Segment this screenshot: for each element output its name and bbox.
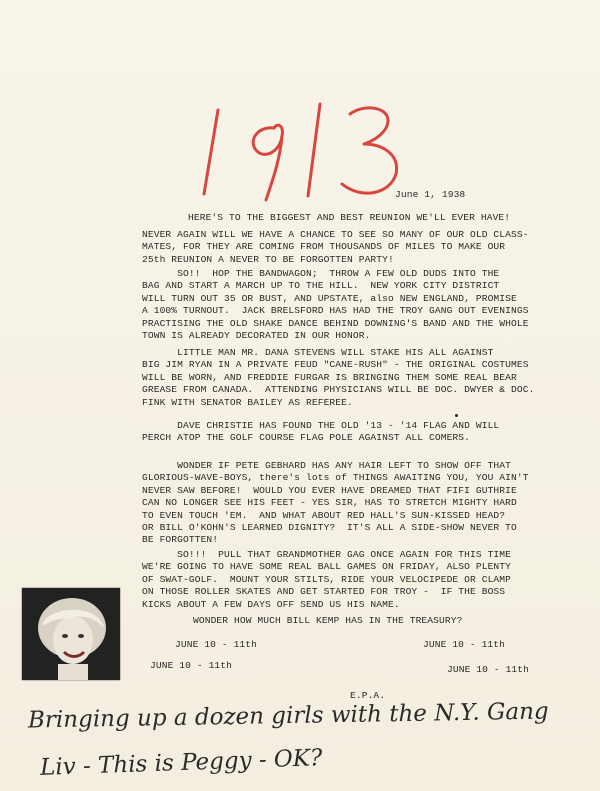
- reunion-date-3: JUNE 10 - 11th: [150, 660, 233, 671]
- handwritten-note-line-1: Bringing up a dozen girls with the N.Y. Gang: [27, 698, 549, 734]
- reunion-date-1: JUNE 10 - 11th: [175, 639, 258, 650]
- letter-date: June 1, 1938: [395, 189, 466, 200]
- paragraph-6: SO!!! PULL THAT GRANDMOTHER GAG ONCE AGAIN FOR THIS TIME WE'RE GOING TO HAVE SOME REAL BALL GAMES ON FRIDAY, ALSO PLENTY OF SWAT-GOLF. MOUNT YOUR STILTS, RIDE YOUR VELOCIPEDE OR CLAMP ON THOSE ROLLER SKATES AND GET STARTED FOR TROY - IF THE BOSS KICKS ABOUT A FEW DAYS OFF SEND US HIS NAME.: [142, 549, 512, 610]
- reunion-date-2: JUNE 10 - 11th: [423, 639, 506, 650]
- ink-dot: [455, 414, 458, 417]
- handwritten-note-line-2: Liv - This is Peggy - OK?: [39, 745, 323, 781]
- paragraph-2: SO!! HOP THE BANDWAGON; THROW A FEW OLD DUDS INTO THE BAG AND START A MARCH UP TO THE HILL. NEW YORK CITY DISTRICT WILL TURN OUT 35 OR BUST, AND UPSTATE, also NEW ENGLAND, PROMISE A 100% TURNOUT. JACK BRELSFORD HAS HAD THE TROY GANG OUT EVENINGS PRACTISING THE OLD SHAKE DANCE BEHIND DOWNING'S BAND AND THE WHOLE TOWN IS ALREADY DECORATED IN OUR HONOR.: [142, 268, 529, 342]
- headline: HERE'S TO THE BIGGEST AND BEST REUNION WE'LL EVER HAVE!: [188, 212, 511, 223]
- portrait-photo: [22, 588, 120, 680]
- paragraph-3: LITTLE MAN MR. DANA STEVENS WILL STAKE HIS ALL AGAINST BIG JIM RYAN IN A PRIVATE FEUD "CANE-RUSH" - THE ORIGINAL COSTUMES WILL BE WORN, AND FREDDIE FURGAR IS BRINGING THEM SOME REAL BEAR GREASE FROM CANADA. ATTENDING PHYSICIANS WILL BE DOC. DWYER & DOC. FINK WITH SENATOR BAILEY AS REFEREE.: [142, 347, 535, 408]
- closing-line: WONDER HOW MUCH BILL KEMP HAS IN THE TREASURY?: [193, 615, 463, 626]
- paragraph-5: WONDER IF PETE GEBHARD HAS ANY HAIR LEFT TO SHOW OFF THAT GLORIOUS-WAVE-BOYS, there's lots of THINGS AWAITING YOU, YOU AIN'T NEVER SAW BEFORE! WOULD YOU EVER HAVE DREAMED THAT FIFI GUTHRIE CAN NO LONGER SEE HIS FEET - YES SIR, HAS TO STRETCH MIGHTY HARD TO EVEN TOUCH 'EM. AND WHAT ABOUT RED HALL'S SUN-KISSED HEAD? OR BILL O'KOHN'S LEARNED DIGNITY? IT'S ALL A SIDE-SHOW NEVER TO BE FORGOTTEN!: [142, 460, 529, 546]
- portrait-drawing: [22, 588, 120, 680]
- reunion-date-4: JUNE 10 - 11th: [447, 664, 530, 675]
- paragraph-4: DAVE CHRISTIE HAS FOUND THE OLD '13 - '14 FLAG AND WILL PERCH ATOP THE GOLF COURSE FLAG POLE AGAINST ALL COMERS.: [142, 420, 500, 444]
- signature-initials: E.P.A.: [350, 690, 386, 701]
- paragraph-1: NEVER AGAIN WILL WE HAVE A CHANCE TO SEE SO MANY OF OUR OLD CLASS- MATES, FOR THEY ARE COMING FROM THOUSANDS OF MILES TO MAKE OUR 25th REUNION A NEVER TO BE FORGOTTEN PARTY!: [142, 229, 529, 265]
